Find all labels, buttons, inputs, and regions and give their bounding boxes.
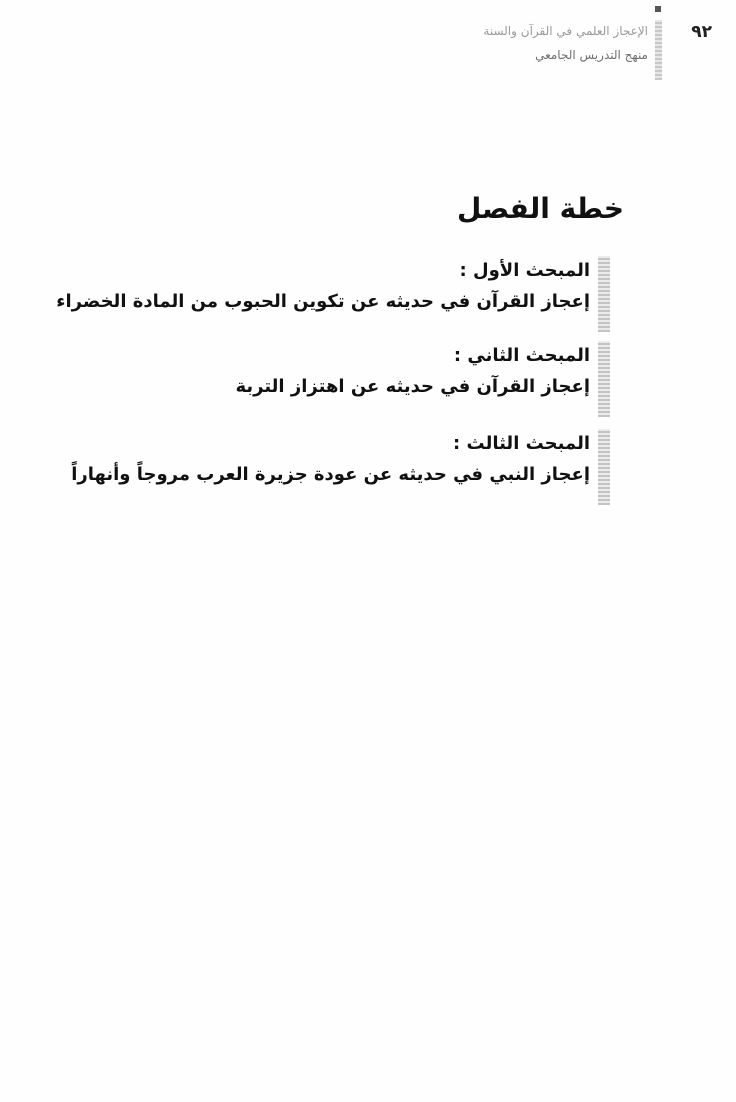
section-3 (71, 429, 610, 505)
section-bar (598, 429, 610, 505)
section-label: المبحث الثالث : (453, 433, 590, 454)
corner-mark (655, 6, 661, 12)
section-description: إعجاز النبي في حديثه عن عودة جزيرة العرب مروجاً وأنهاراً (71, 464, 590, 485)
section-1 (56, 256, 610, 332)
section-2 (235, 341, 610, 417)
header-divider (655, 20, 662, 80)
section-description: إعجاز القرآن في حديثه عن اهتزاز التربة (235, 376, 590, 397)
chapter-plan-title: خطة الفصل (456, 192, 624, 225)
section-bar (598, 256, 610, 332)
page-header (412, 18, 712, 88)
section-label: المبحث الأول : (459, 260, 590, 281)
section-description: إعجاز القرآن في حديثه عن تكوين الحبوب من المادة الخضراء (56, 291, 590, 312)
section-bar (598, 341, 610, 417)
book-subtitle: منهج التدريس الجامعي (535, 48, 648, 62)
page-number: ٩٢ (691, 22, 712, 42)
header-text (483, 24, 648, 62)
book-title: الإعجاز العلمي في القرآن والسنة (483, 24, 648, 38)
section-label: المبحث الثاني : (453, 345, 590, 366)
